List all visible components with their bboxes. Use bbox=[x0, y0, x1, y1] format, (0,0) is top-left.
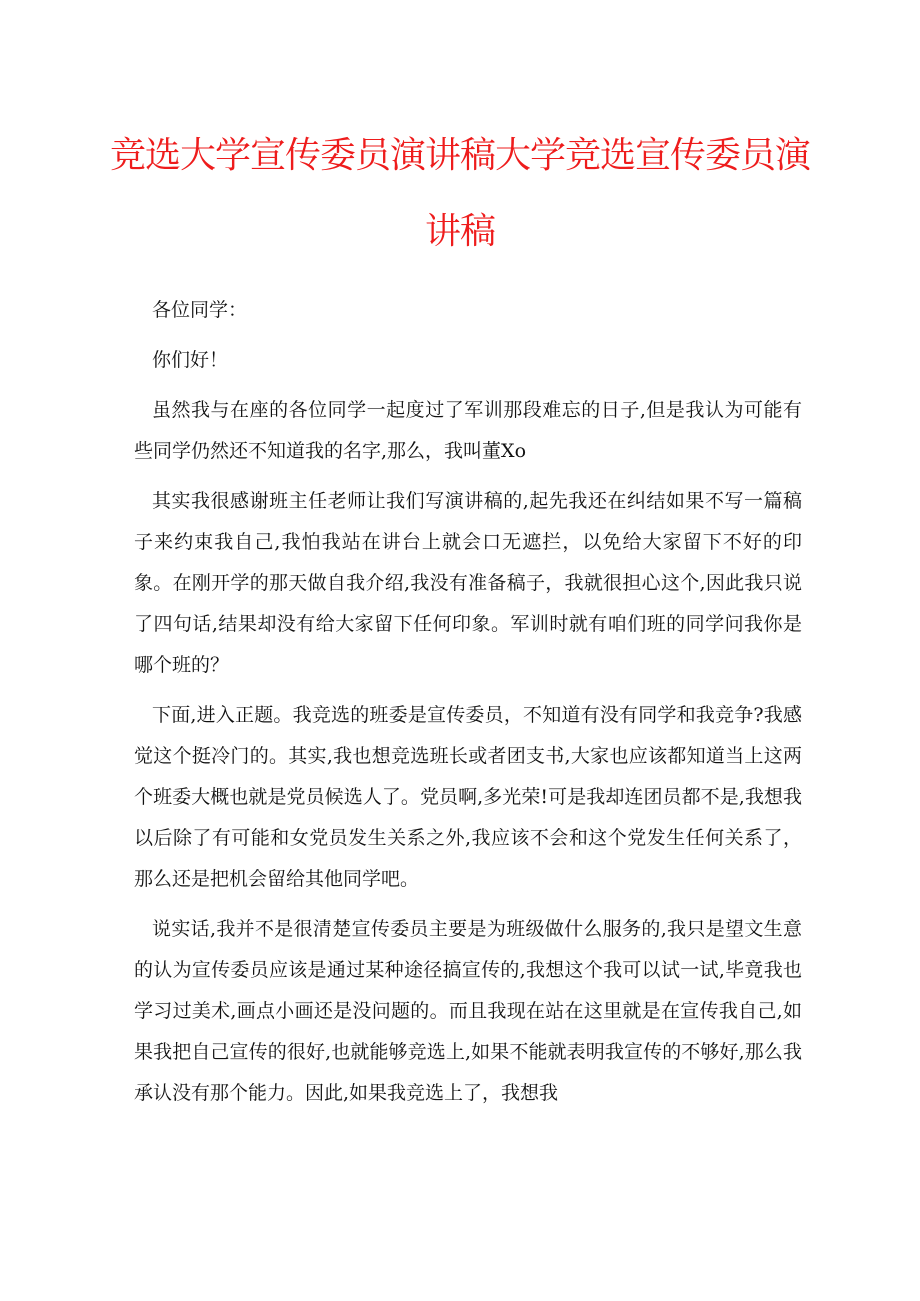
paragraph-introduction: 虽然我与在座的各位同学一起度过了军训那段难忘的日子,但是我认为可能有些同学仍然还不知道我的名字,那么，我叫董Xo bbox=[134, 399, 802, 462]
paragraph-main-topic: 下面,进入正题。我竞选的班委是宣传委员，不知道有没有同学和我竞争?我感觉这个挺冷门的。其实,我也想竞选班长或者团支书,大家也应该都知道当上这两个班委大概也就是党员候选人了。党员啊,多光荣!可是我却连团员都不是,我想我以后除了有可能和女党员发生关系之外,我应该不会和这个党发生任何关系了，那么还是把机会留给其他同学吧。 bbox=[134, 704, 802, 890]
paragraph-propaganda-role: 说实话,我并不是很清楚宣传委员主要是为班级做什么服务的,我只是望文生意的认为宣传委员应该是通过某种途径搞宣传的,我想这个我可以试一试,毕竟我也学习过美术,画点小画还是没问题的。而且我现在站在这里就是在宣传我自己,如果我把自己宣传的很好,也就能够竞选上,如果不能就表明我宣传的不够好,那么我承认没有那个能力。因此,如果我竞选上了，我想我 bbox=[134, 918, 802, 1104]
document-title: 竞选大学宣传委员演讲稿大学竞选宣传委员演讲稿 bbox=[109, 135, 810, 252]
document-body bbox=[134, 290, 802, 1123]
paragraph-speech-thanks: 其实我很感谢班主任老师让我们写演讲稿的,起先我还在纠结如果不写一篇稿子来约束我自己,我怕我站在讲台上就会口无遮拦，以免给大家留下不好的印象。在刚开学的那天做自我介绍,我没有准备稿子，我就很担心这个,因此我只说了四句话,结果却没有给大家留下任何印象。军训时就有咱们班的同学问我你是哪个班的？ bbox=[134, 490, 802, 676]
paragraph-salutation: 各位同学： bbox=[152, 299, 248, 321]
paragraph-greeting: 你们好！ bbox=[152, 349, 229, 371]
